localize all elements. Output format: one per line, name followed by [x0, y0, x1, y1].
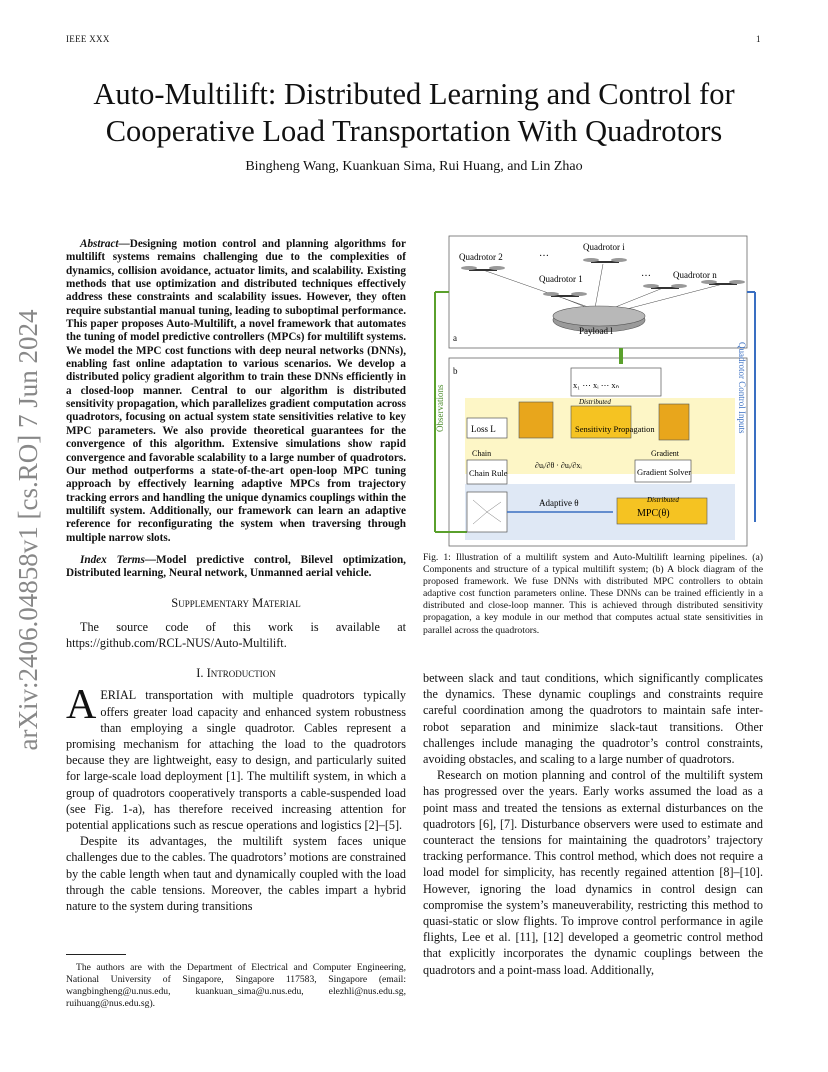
label-observations: Observations: [435, 384, 445, 432]
panel-a-label: a: [453, 333, 457, 343]
right-column: [423, 670, 763, 978]
index-terms-text: —Model predictive control, Bilevel optimization, Distributed learning, Neural network, Unmanned aerial vehicle.: [66, 553, 406, 580]
right-paragraph-2: Research on motion planning and control of the multilift system has progressed over the years. Early works assumed the load as a point mass and treated the tensions as external disturbances on the quadrotors [6], [7]. Disturbance observers were used to estimate and counteract the tensions for maintaining the quadrotors’ trajectory tracking performance. This control method, which does not require a load model for simplicity, has recently regained attention [8]–[10]. However, ignoring the load dynamics in control design can compromise the system’s maneuverability, restricting this method to quasi-static or slow flights. To improve control performance in agile flights, Lee et al. [11], [12] developed a geometric control method that explicitly incorporates the dynamic couplings between the quadrotors and a point-mass load. Additionally,: [423, 768, 763, 977]
journal-header: IEEE XXX: [66, 34, 110, 44]
footnote: The authors are with the Department of Electrical and Computer Engineering, National University of Singapore, Singapore 117583, Singapore (email: wangbingheng@u.nus.edu, kuankuan_sima@u.nus.edu, elezhli@nus.edu.sg, ruihuang@nus.edu.sg).: [66, 962, 406, 1009]
gradient-stack-left: [519, 402, 553, 438]
title-line-1: Auto-Multilift: Distributed Learning and Control for: [93, 77, 735, 111]
intro-paragraph-2: Despite its advantages, the multilift system faces unique challenges due to the cables. The quadrotors’ motions are constrained by the cable length when taut and dynamically coupled with the load through the cable tensions. Moreover, the cables impart a hybrid nature to the system during transitions: [66, 834, 406, 914]
index-terms: [66, 554, 406, 581]
supplementary-heading: Supplementary Material: [171, 595, 301, 610]
abstract: [66, 238, 406, 545]
abstract-text: —Designing motion control and planning algorithms for multilift systems remains challenging due to the complexities of dynamics, collision avoidance, actuator limits, and scalability. Existing methods that use optimization and distributed techniques effectively address these constraints and scalability issues. However, they often require substantial manual tuning, leading to suboptimal performance. This paper proposes Auto-Multilift, a novel framework that automates the tuning of model predictive controllers (MPCs) for multilift systems. We model the MPC cost functions with deep neural networks (DNNs), enabling fast online adaptation to various scenarios. We develop a distributed policy gradient algorithm to train these DNNs efficiently in a closed-loop manner. Central to our algorithm is distributed sensitivity propagation, which parallelizes gradient computation across quadrotors, focusing on actual system state sensitivities relative to key MPC parameters. We also provide theoretical guarantees for the convergence of this algorithm. Extensive simulations show rapid convergence and favorable scalability to a large number of quadrotors. Our method outperforms a state-of-the-art open-loop MPC tuning approach by effectively learning adaptive MPCs from trajectory tracking errors and handling the unique dynamics couplings within the multilift system. Additionally, our framework can learn an adaptive reference for reconfigurating the system when traversing through multiple narrow slots.: [66, 238, 406, 544]
abstract-label: Abstract: [80, 238, 119, 250]
label-chain-rule: Chain Rule: [469, 468, 508, 478]
intro-heading: I. Introduction: [196, 666, 276, 681]
label-adaptive: Adaptive θ: [539, 498, 579, 508]
label-quadrotor-n: Quadrotor n: [673, 270, 717, 280]
control-inputs-arrow: [747, 292, 755, 522]
label-quadrotor-1: Quadrotor 1: [539, 274, 583, 284]
author-list: Bingheng Wang, Kuankuan Sima, Rui Huang, and Lin Zhao: [245, 159, 583, 174]
label-payload: Payload l: [579, 326, 613, 336]
label-sensitivity: Sensitivity Propagation: [575, 424, 655, 434]
label-chain: Chain: [472, 449, 492, 458]
footnote-rule: [66, 954, 126, 955]
intro-p1-text: transportation with multiple quadrotors typically offers greater load capacity and enhanced system robustness than employing a single quadrotor. Cables represent a promising mechanism for attaching the load to the quadrotors because they are lightweight, easy to design, and particularly suited for large-scale load deployment [1]. The multilift system, in which a group of quadrotors cooperatively transports a cable-suspended load (see Fig. 1-a), has therefore received increasing attention for potential applications such as rescue operations and logistics [2]–[5].: [66, 688, 406, 833]
panel-b-label: b: [453, 366, 458, 376]
state-trajectory-text: x₁ ⋯ xᵢ ⋯ xₙ: [573, 380, 619, 390]
label-gradient: Gradient: [651, 449, 679, 458]
index-terms-label: Index Terms: [80, 553, 145, 566]
drop-cap: A: [66, 682, 97, 729]
figure-1: [423, 232, 763, 550]
partial-derivative-text: ∂uᵢ/∂θ · ∂uᵢ/∂xᵢ: [535, 461, 582, 470]
intro-paragraph-1: [66, 682, 406, 833]
arxiv-watermark[interactable]: arXiv:2406.04858v1 [cs.RO] 7 Jun 2024: [13, 309, 43, 751]
payload-feedback-arrow: [619, 348, 623, 364]
left-column: [66, 238, 406, 914]
label-mpc: MPC(θ): [637, 508, 670, 519]
figure-caption: Fig. 1: Illustration of a multilift system and Auto-Multilift learning pipelines. (a) Components and structure of a typical multilift system; (b) A block diagram of the proposed framework. We fuse DNNs with distributed MPC controllers to obtain adaptive cost function parameters online. These DNNs can be trained efficiently in a distributed and close-loop manner. This is achieved through distributed sensitivity propagation, a key module in our method that computes actual state sensitivities in parallel across the quadrotors.: [423, 552, 763, 636]
label-loss: Loss L: [471, 424, 496, 434]
label-distributed-2: Distributed: [647, 496, 679, 504]
supplementary-text: The source code of this work is available at https://github.com/RCL-NUS/Auto-Multilift.: [66, 619, 406, 650]
right-paragraph-1: between slack and taut conditions, which significantly complicates the dynamics. These dynamic couplings and constraints require careful coordination among the quadrotors to maintain safe inter-robot separation and minimize slack-taut transitions. Other challenges include managing the quadrotor’s control constraints, avoiding obstacles, and scaling to a large number of quadrotors.: [423, 671, 763, 767]
page-number: 1: [756, 34, 761, 44]
label-distributed-1: Distributed: [579, 398, 611, 406]
label-quadrotor-2: Quadrotor 2: [459, 252, 503, 262]
ellipsis-2: …: [641, 268, 651, 279]
intro-first-word: ERIAL: [100, 688, 137, 703]
title-line-2: Cooperative Load Transportation With Quadrotors: [105, 114, 723, 148]
paper-title: [40, 76, 788, 150]
label-control-inputs: Quadrotor Control Inputs: [737, 342, 747, 434]
ellipsis-1: …: [539, 248, 549, 259]
gradient-stack-right: [659, 404, 689, 440]
label-gradient-solver: Gradient Solver: [637, 467, 692, 477]
label-quadrotor-i: Quadrotor i: [583, 242, 625, 252]
